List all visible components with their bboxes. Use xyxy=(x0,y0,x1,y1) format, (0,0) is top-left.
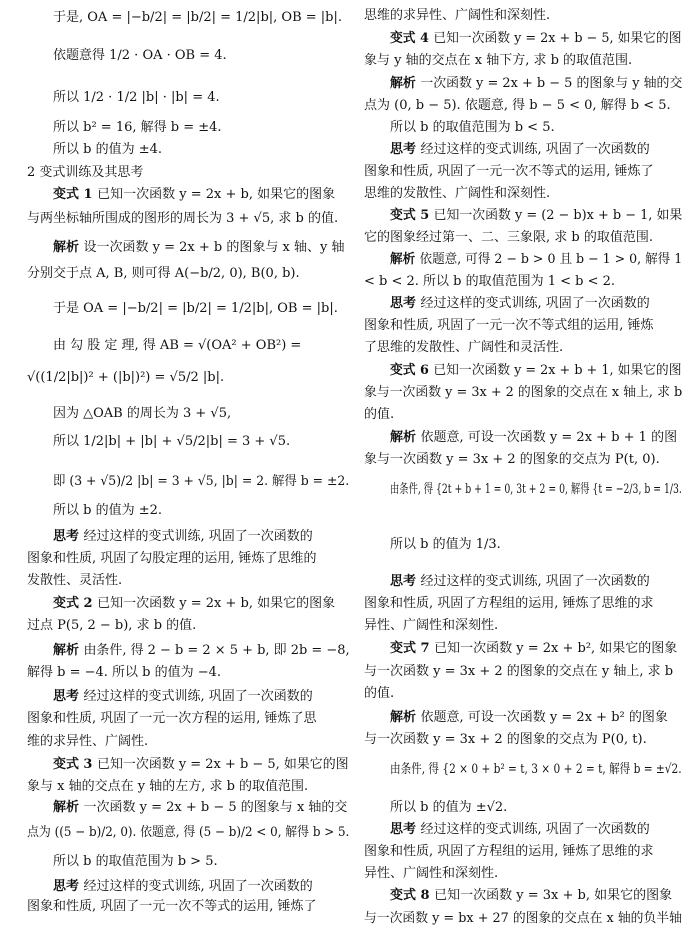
line-text: 由 勾 股 定 理, 得 AB = √(OA² + OB²) = xyxy=(53,338,302,353)
line-text: 于是 OA = |−b/2| = |b/2| = 1/2|b|, OB = |b|. xyxy=(53,301,338,316)
text-line xyxy=(27,732,148,752)
text-line xyxy=(390,572,650,592)
text-line xyxy=(390,206,682,226)
text-line xyxy=(364,228,653,248)
text-line xyxy=(364,450,660,470)
line-text: 所以 1/2|b| + |b| + √5/2|b| = 3 + √5. xyxy=(53,434,291,449)
text-line xyxy=(53,299,338,319)
text-line xyxy=(390,760,682,780)
text-line xyxy=(364,51,632,71)
text-line xyxy=(364,383,682,403)
text-line xyxy=(53,594,335,614)
line-text: 一次函数 y = 2x + b − 5 的图象与 x 轴的交 xyxy=(83,800,348,815)
line-text: 的值. xyxy=(364,686,395,701)
text-line xyxy=(53,336,301,356)
text-line xyxy=(364,184,550,204)
line-text: 所以 b 的值为 ±4. xyxy=(53,142,163,157)
line-text: 由条件, 得 {2t + b + 1 = 0, 3t + 2 = 0, 解得 {t = −2/3, b = 1/3. xyxy=(390,482,682,497)
line-text: 经过这样的变式训练, 巩固了一次函数的 xyxy=(420,142,650,157)
line-text: 图象和性质, 巩固了一元一次方程的运用, 锤炼了思 xyxy=(27,711,317,726)
text-line xyxy=(390,74,682,94)
text-line xyxy=(53,501,162,521)
text-line xyxy=(364,405,394,425)
line-text: 经过这样的变式训练, 巩固了一次函数的 xyxy=(83,879,313,894)
text-line xyxy=(53,472,349,492)
line-text: 思维的求异性、广阔性和深刻性. xyxy=(364,8,551,23)
text-line xyxy=(53,185,335,205)
line-text: 所以 1/2 · 1/2 |b| · |b| = 4. xyxy=(53,90,220,105)
text-line xyxy=(364,6,550,26)
line-text: 依题意, 可设一次函数 y = 2x + b² 的图象 xyxy=(420,710,668,725)
text-line xyxy=(390,798,507,818)
line-text: 的值. xyxy=(364,407,395,422)
section-label: 变式 6 xyxy=(390,363,434,378)
line-text: 过点 P(5, 2 − b), 求 b 的值. xyxy=(27,618,197,633)
line-text: 图象和性质, 巩固了一元一次不等式组的运用, 锤炼 xyxy=(364,318,654,333)
text-line xyxy=(364,662,673,682)
text-line xyxy=(364,162,654,182)
text-line xyxy=(364,864,498,884)
line-text: 由条件, 得 {2 × 0 + b² = t, 3 × 0 + 2 = t, 解得 b = ±√2. xyxy=(390,762,682,777)
line-text: 即 (3 + √5)/2 |b| = 3 + √5, |b| = 2. 解得 b = ±2. xyxy=(53,474,350,489)
line-text: 图象和性质, 巩固了勾股定理的运用, 锤炼了思维的 xyxy=(27,551,317,566)
line-text: 象与 x 轴的交点在 y 轴的左方, 求 b 的取值范围. xyxy=(27,779,309,794)
section-label: 思考 xyxy=(390,142,421,157)
line-text: 由条件, 得 2 − b = 2 × 5 + b, 即 2b = −8, xyxy=(83,643,350,658)
line-text: 所以 b 的取值范围为 b > 5. xyxy=(53,854,218,869)
text-line xyxy=(364,684,394,704)
text-line xyxy=(364,338,563,358)
text-line xyxy=(364,96,671,116)
line-text: 图象和性质, 巩固了方程组的运用, 锤炼了思维的求 xyxy=(364,844,654,859)
line-text: 所以 b 的值为 ±2. xyxy=(53,503,163,518)
section-label: 解析 xyxy=(53,240,84,255)
section-label: 解析 xyxy=(390,710,421,725)
line-text: 已知一次函数 y = 2x + b − 5, 如果它的图 xyxy=(96,757,349,772)
line-text: 它的图象经过第一、二、三象限, 求 b 的取值范围. xyxy=(364,230,653,245)
line-text: 经过这样的变式训练, 巩固了一次函数的 xyxy=(420,296,650,311)
line-text: 与一次函数 y = 3x + 2 的图象的交点在 y 轴上, 求 b xyxy=(364,664,674,679)
text-line xyxy=(364,616,498,636)
text-line xyxy=(390,708,668,728)
text-line xyxy=(53,687,313,707)
line-text: 经过这样的变式训练, 巩固了一次函数的 xyxy=(420,574,650,589)
line-text: 依题意得 1/2 · OA · OB = 4. xyxy=(53,48,227,63)
line-text: 了思维的发散性、广阔性和灵活性. xyxy=(364,340,564,355)
text-line xyxy=(364,272,615,292)
line-text: 2 变式训练及其思考 xyxy=(27,165,144,180)
section-label: 思考 xyxy=(53,879,84,894)
text-line xyxy=(390,140,650,160)
text-line xyxy=(390,361,681,381)
section-label: 变式 1 xyxy=(53,187,98,202)
line-text: 已知一次函数 y = 2x + b + 1, 如果它的图 xyxy=(433,363,682,378)
line-text: 依题意, 可得 2 − b > 0 且 b − 1 > 0, 解得 1 xyxy=(419,252,683,267)
text-line xyxy=(53,527,313,547)
section-label: 变式 7 xyxy=(390,641,435,656)
text-line xyxy=(53,755,349,775)
section-label: 思考 xyxy=(53,689,84,704)
line-text: 图象和性质, 巩固了一元一次不等式的运用, 锤炼了 xyxy=(27,899,317,914)
text-line xyxy=(390,535,501,555)
text-line xyxy=(27,823,349,843)
line-text: 异性、广阔性和深刻性. xyxy=(364,866,499,881)
line-text: 因为 △OAB 的周长为 3 + √5, xyxy=(53,406,232,421)
section-label: 变式 8 xyxy=(390,888,435,903)
line-text: 与两坐标轴所围成的图形的周长为 3 + √5, 求 b 的值. xyxy=(27,211,339,226)
line-text: 于是, OA = |−b/2| = |b/2| = 1/2|b|, OB = |b|. xyxy=(53,10,342,25)
text-line xyxy=(53,798,347,818)
text-line xyxy=(53,404,231,424)
text-line xyxy=(364,594,654,614)
line-text: 象与一次函数 y = 3x + 2 的图象的交点在 x 轴上, 求 b xyxy=(364,385,683,400)
line-text: 点为 (0, b − 5). 依题意, 得 b − 5 < 0, 解得 b < 5. xyxy=(364,98,671,113)
text-line xyxy=(27,549,317,569)
line-text: 发散性、灵活性. xyxy=(27,573,123,588)
line-text: 已知一次函数 y = (2 − b)x + b − 1, 如果 xyxy=(433,208,683,223)
section-label: 解析 xyxy=(390,76,421,91)
line-text: 经过这样的变式训练, 巩固了一次函数的 xyxy=(83,689,313,704)
text-line xyxy=(53,852,218,872)
text-line xyxy=(53,88,220,108)
line-text: 维的求异性、广阔性. xyxy=(27,734,149,749)
text-line xyxy=(390,886,672,906)
line-text: 与一次函数 y = bx + 27 的图象的交点在 x 轴的负半轴 xyxy=(364,911,682,926)
line-text: 已知一次函数 y = 2x + b, 如果它的图象 xyxy=(97,187,336,202)
line-text: 已知一次函数 y = 2x + b − 5, 如果它的图 xyxy=(433,31,682,46)
section-label: 解析 xyxy=(390,430,421,445)
text-line xyxy=(53,8,342,28)
line-text: 分别交于点 A, B, 则可得 A(−b/2, 0), B(0, b). xyxy=(27,266,300,281)
text-line xyxy=(53,46,227,66)
text-line xyxy=(364,842,654,862)
section-label: 解析 xyxy=(53,800,84,815)
text-line xyxy=(53,238,344,258)
line-text: 一次函数 y = 2x + b − 5 的图象与 y 轴的交 xyxy=(420,76,683,91)
line-text: 经过这样的变式训练, 巩固了一次函数的 xyxy=(83,529,313,544)
text-line xyxy=(390,294,650,314)
text-line xyxy=(27,209,338,229)
line-text: 异性、广阔性和深刻性. xyxy=(364,618,499,633)
section-label: 思考 xyxy=(390,574,421,589)
line-text: 点为 ((5 − b)/2, 0). 依题意, 得 (5 − b)/2 < 0, 解得 b > 5. xyxy=(27,825,350,840)
text-line xyxy=(364,909,682,929)
section-label: 思考 xyxy=(53,529,84,544)
text-line xyxy=(27,709,317,729)
section-label: 变式 2 xyxy=(53,596,98,611)
text-line xyxy=(53,877,313,897)
text-line xyxy=(390,250,682,270)
line-text: 思维的发散性、广阔性和深刻性. xyxy=(364,186,551,201)
line-text: 依题意, 可设一次函数 y = 2x + b + 1 的图 xyxy=(420,430,678,445)
text-line xyxy=(27,897,317,917)
text-line xyxy=(27,663,221,683)
line-text: 所以 b 的取值范围为 b < 5. xyxy=(390,120,555,135)
text-line xyxy=(27,368,224,388)
text-line xyxy=(53,641,350,661)
line-text: 图象和性质, 巩固了方程组的运用, 锤炼了思维的求 xyxy=(364,596,654,611)
section-label: 变式 3 xyxy=(53,757,97,772)
section-label: 变式 5 xyxy=(390,208,434,223)
text-line xyxy=(53,118,222,138)
line-text: √((1/2|b|)² + (|b|)²) = √5/2 |b|. xyxy=(27,370,225,385)
section-label: 变式 4 xyxy=(390,31,434,46)
section-label: 思考 xyxy=(390,822,421,837)
text-line xyxy=(390,639,677,659)
line-text: 所以 b 的值为 1/3. xyxy=(390,537,501,552)
text-line xyxy=(390,29,681,49)
text-line xyxy=(364,730,647,750)
line-text: 图象和性质, 巩固了一元一次不等式的运用, 锤炼了 xyxy=(364,164,654,179)
line-text: 设一次函数 y = 2x + b 的图象与 x 轴、y 轴 xyxy=(83,240,345,255)
text-line xyxy=(27,264,300,284)
text-line xyxy=(27,571,122,591)
text-line xyxy=(390,428,677,448)
text-line xyxy=(390,118,555,138)
line-text: 已知一次函数 y = 2x + b, 如果它的图象 xyxy=(97,596,336,611)
line-text: 象与一次函数 y = 3x + 2 的图象的交点为 P(t, 0). xyxy=(364,452,660,467)
section-label: 解析 xyxy=(390,252,420,267)
line-text: 与一次函数 y = 3x + 2 的图象的交点为 P(0, t). xyxy=(364,732,647,747)
line-text: 所以 b² = 16, 解得 b = ±4. xyxy=(53,120,222,135)
line-text: 经过这样的变式训练, 巩固了一次函数的 xyxy=(420,822,650,837)
section-label: 解析 xyxy=(53,643,84,658)
text-line xyxy=(53,432,290,452)
text-line xyxy=(364,316,654,336)
line-text: 解得 b = −4. 所以 b 的值为 −4. xyxy=(27,665,222,680)
text-line xyxy=(390,480,682,500)
line-text: 已知一次函数 y = 2x + b², 如果它的图象 xyxy=(434,641,678,656)
line-text: < b < 2. 所以 b 的取值范围为 1 < b < 2. xyxy=(364,274,616,289)
line-text: 象与 y 轴的交点在 x 轴下方, 求 b 的取值范围. xyxy=(364,53,633,68)
line-text: 已知一次函数 y = 3x + b, 如果它的图象 xyxy=(434,888,673,903)
line-text: 所以 b 的值为 ±√2. xyxy=(390,800,508,815)
section-label: 思考 xyxy=(390,296,421,311)
text-line xyxy=(27,163,143,183)
text-line xyxy=(27,616,196,636)
text-line xyxy=(27,777,308,797)
text-line xyxy=(390,820,650,840)
text-line xyxy=(53,140,162,160)
